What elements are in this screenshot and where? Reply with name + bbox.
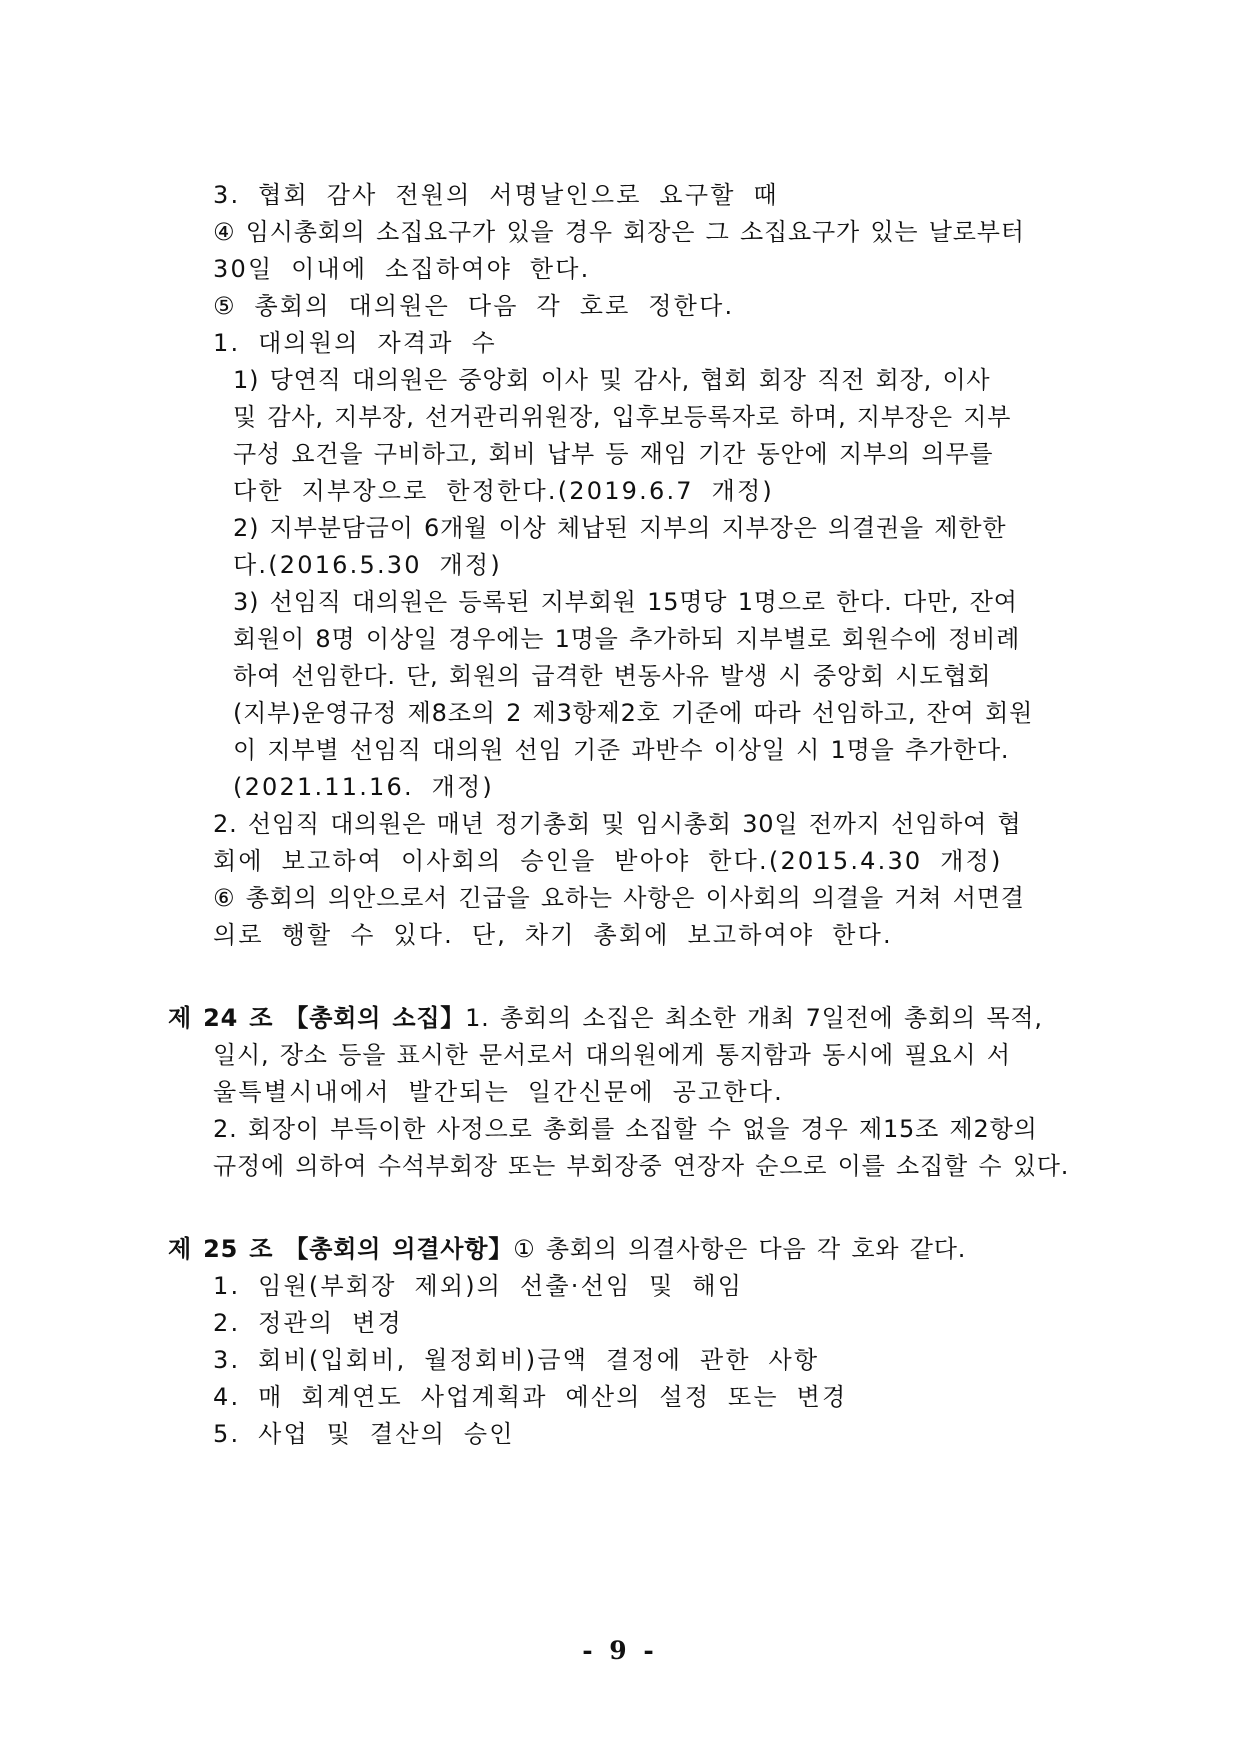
article-25-first-line	[168, 1234, 966, 1264]
paragraph-line: ⑥ 총회의 의안으로서 긴급을 요하는 사항은 이사회의 의결을 거쳐 서면결	[213, 884, 1025, 912]
paragraph-line: 이 지부별 선임직 대의원 선임 기준 과반수 이상일 시 1명을 추가한다.	[233, 736, 1010, 764]
paragraph-line: 의로 행할 수 있다. 단, 차기 총회에 보고하여야 한다.	[213, 921, 893, 949]
paragraph-line: 3. 협회 감사 전원의 서명날인으로 요구할 때	[213, 181, 779, 209]
paragraph-line: ④ 임시총회의 소집요구가 있을 경우 회장은 그 소집요구가 있는 날로부터	[213, 218, 1025, 246]
paragraph-line: 회원이 8명 이상일 경우에는 1명을 추가하되 지부별로 회원수에 정비례	[233, 625, 1021, 653]
article-25-text: ① 총회의 의결사항은 다음 각 호와 같다.	[513, 1235, 967, 1263]
paragraph-line: 회에 보고하여 이사회의 승인을 받아야 한다.(2015.4.30 개정)	[213, 847, 1003, 875]
paragraph-line: 3) 선임직 대의원은 등록된 지부회원 15명당 1명으로 한다. 다만, 잔여	[233, 588, 1018, 616]
page-number: - 9 -	[582, 1636, 658, 1665]
list-item: 4. 매 회계연도 사업계획과 예산의 설정 또는 변경	[213, 1383, 848, 1411]
article-24-first-line	[168, 1003, 1043, 1033]
paragraph-line: 2. 회장이 부득이한 사정으로 총회를 소집할 수 없을 경우 제15조 제2항의	[213, 1115, 1038, 1143]
paragraph-line: 1) 당연직 대의원은 중앙회 이사 및 감사, 협회 회장 직전 회장, 이사	[233, 366, 991, 394]
paragraph-line: 2) 지부분담금이 6개월 이상 체납된 지부의 지부장은 의결권을 제한한	[233, 514, 1007, 542]
paragraph-line: 다.(2016.5.30 개정)	[233, 551, 502, 579]
article-25-heading: 제 25 조 【총회의 의결사항】	[168, 1235, 514, 1263]
paragraph-line: 울특별시내에서 발간되는 일간신문에 공고한다.	[213, 1078, 784, 1106]
paragraph-line: 일시, 장소 등을 표시한 문서로서 대의원에게 통지함과 동시에 필요시 서	[213, 1041, 1011, 1069]
paragraph-line: 다한 지부장으로 한정한다.(2019.6.7 개정)	[233, 477, 774, 505]
paragraph-line: 30일 이내에 소집하여야 한다.	[213, 255, 591, 283]
paragraph-line: ⑤ 총회의 대의원은 다음 각 호로 정한다.	[213, 292, 735, 320]
paragraph-line: 하여 선임한다. 단, 회원의 급격한 변동사유 발생 시 중앙회 시도협회	[233, 662, 992, 690]
paragraph-line: 및 감사, 지부장, 선거관리위원장, 입후보등록자로 하며, 지부장은 지부	[233, 403, 1012, 431]
list-item: 2. 정관의 변경	[213, 1309, 403, 1337]
list-item: 1. 임원(부회장 제외)의 선출·선임 및 해임	[213, 1272, 744, 1300]
paragraph-line: (지부)운영규정 제8조의 2 제3항제2호 기준에 따라 선임하고, 잔여 회원	[233, 699, 1034, 727]
paragraph-line: 2. 선임직 대의원은 매년 정기총회 및 임시총회 30일 전까지 선임하여 협	[213, 810, 1022, 838]
paragraph-line: 1. 대의원의 자격과 수	[213, 329, 497, 357]
list-item: 5. 사업 및 결산의 승인	[213, 1420, 515, 1448]
article-24-text: 1. 총회의 소집은 최소한 개최 7일전에 총회의 목적,	[465, 1004, 1043, 1032]
paragraph-line: 구성 요건을 구비하고, 회비 납부 등 재임 기간 동안에 지부의 의무를	[233, 440, 994, 468]
list-item: 3. 회비(입회비, 월정회비)금액 결정에 관한 사항	[213, 1346, 820, 1374]
article-24-heading: 제 24 조 【총회의 소집】	[168, 1004, 466, 1032]
paragraph-line: (2021.11.16. 개정)	[233, 773, 494, 801]
paragraph-line: 규정에 의하여 수석부회장 또는 부회장중 연장자 순으로 이를 소집할 수 있다.	[213, 1152, 1070, 1180]
